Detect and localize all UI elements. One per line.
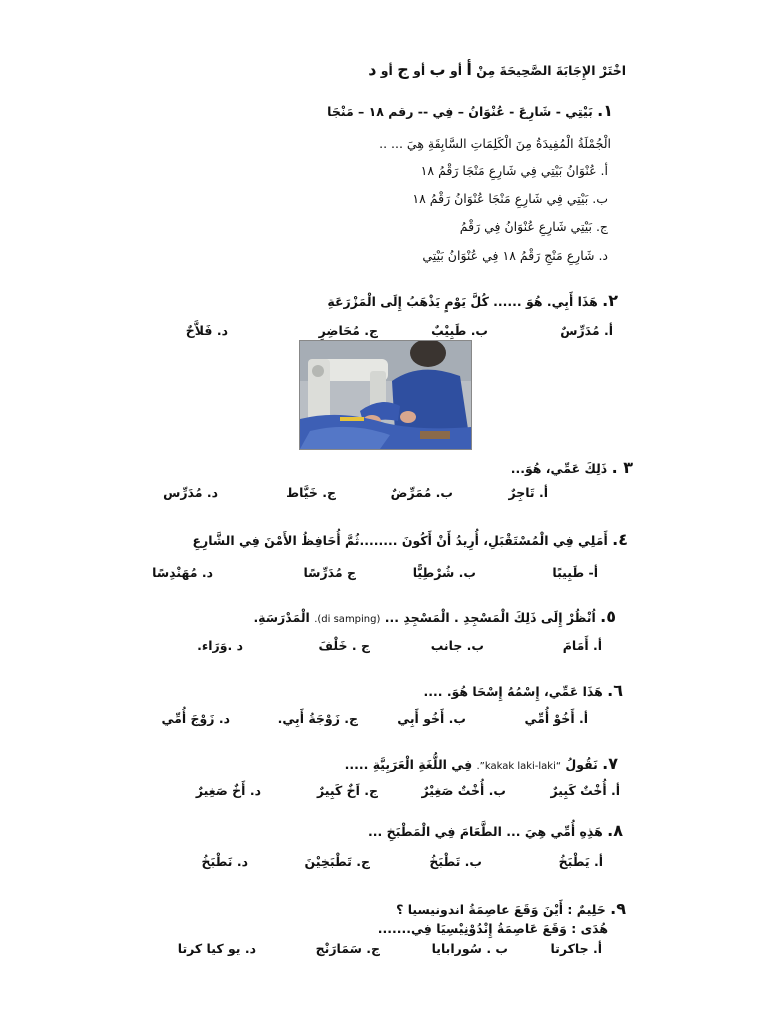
- q5-text-a: اُنْظُرْ إِلَى ذَلِكَ الْمَسْجِدِ . الْمَسْجِدِ ...: [384, 610, 596, 625]
- question-4: [193, 532, 629, 548]
- q6-text: هَذَا عَمِّي، إِسْمُهُ إِسْحَا هُوَ. ....: [423, 684, 603, 699]
- question-3: [511, 460, 633, 476]
- q2-number: ٢.: [602, 291, 618, 310]
- q6-option-c[interactable]: ج. زَوْجَةُ أَبِي.: [277, 711, 358, 726]
- q3-option-d[interactable]: د. مُدَرِّس: [163, 485, 218, 500]
- q3-text: ذَلِكَ عَمِّي، هُوَ...: [510, 461, 608, 476]
- q2-option-a[interactable]: أ. مُدَرِّسٌ: [560, 323, 613, 338]
- q8-option-b[interactable]: ب. تَطْبَخُ: [429, 854, 482, 869]
- q8-option-a[interactable]: أ. يَطْبَخُ: [558, 854, 603, 869]
- q3-number: ٣ .: [611, 458, 633, 477]
- q2-option-d[interactable]: د. فَلاَّحٌ: [185, 323, 228, 338]
- or-2: أو: [413, 63, 426, 78]
- q1-option-c[interactable]: ج. بَيْتِي شَارِعِ عُنْوَانُ فِي رَقْمُ: [459, 219, 608, 234]
- question-8: [368, 823, 623, 839]
- q6-option-d[interactable]: د. زَوْجَ أُمِّي: [161, 711, 230, 726]
- q4-option-c[interactable]: ج مُدَرِّسًا: [303, 565, 356, 580]
- q5-option-a[interactable]: أ. أَمَامَ: [562, 638, 602, 653]
- q9-option-d[interactable]: د. يو كيا كرتا: [177, 941, 256, 956]
- q9-number: ٩.: [610, 899, 626, 918]
- q5-option-c[interactable]: ج . خَلْفَ: [318, 638, 370, 653]
- tailor-sewing-photo: [299, 340, 472, 450]
- question-1: [327, 103, 613, 119]
- question-2: [327, 293, 618, 309]
- q4-text: أَمَلِي فِي الْمُسْتَقْبَلِ، أُرِيدُ أَنْ أَكُونَ ........ثُمَّ أُحَافِظُ الأَمْنَ فِي الشَّارِعِ: [192, 533, 608, 548]
- q7-option-b[interactable]: ب. أُخْتٌ صَغِيْرٌ: [421, 783, 506, 798]
- q7-number: ٧.: [602, 754, 618, 773]
- q7-option-c[interactable]: ج. اَخٌ كَبِيرٌ: [316, 783, 378, 798]
- q7-text-b: فِي اللُّغَةِ الْعَرَبِيَّةِ .....: [344, 757, 473, 772]
- q9-line1: حَلِيمٌ : أَيْنَ وَقَعَ عاصِمَةُ اندونيسيا ؟: [396, 902, 606, 917]
- instruction-text: اخْتَرْ الإِجَابَةَ الصَّحِيحَةَ مِنْ: [476, 63, 626, 78]
- q4-option-a[interactable]: أ- طَبِيبًا: [552, 565, 598, 580]
- q7-text-a: نَقُولُ: [565, 757, 598, 772]
- q5-text-b: الْمَدْرَسَةِ.: [253, 610, 310, 625]
- q6-option-b[interactable]: ب. أَخُو أَبِي: [397, 711, 466, 726]
- q9-option-c[interactable]: ج. سَمَارَنْج: [315, 941, 380, 956]
- q3-option-c[interactable]: ج. خَيَّاط: [286, 485, 336, 500]
- q5-option-d[interactable]: د .وَرَاء.: [197, 638, 243, 653]
- q5-hint: (di samping).: [314, 614, 381, 625]
- q8-option-c[interactable]: ج. تَطْبَخِيْنَ: [304, 854, 370, 869]
- q1-prompt: الْجُمْلَةُ الْمُفِيدَةُ مِنَ الْكَلِمَاتِ السَّابِقَةِ هِيَ ... ..: [379, 136, 611, 151]
- q8-number: ٨.: [607, 821, 623, 840]
- q9-option-b[interactable]: ب . سُورابايا: [431, 941, 508, 956]
- q7-option-a[interactable]: أ. أُخْتٌ كَبِيرٌ: [550, 783, 620, 798]
- q2-text: هَذَا أَبِي. هُوَ ...... كُلَّ يَوْمٍ يَذْهَبُ إِلَى الْمَزْرَعَةِ: [327, 294, 598, 309]
- q3-option-a[interactable]: أ. تَاجِرٌ: [508, 485, 548, 500]
- q7-option-d[interactable]: د. أَخٌ صَغِيرٌ: [195, 783, 261, 798]
- q9-option-a[interactable]: أ. جاكرتا: [550, 941, 602, 956]
- q8-text: هَذِهِ أُمِّي هِيَ ... الطَّعَامَ فِي الْمَطْبَخِ ...: [368, 824, 603, 839]
- q2-option-c[interactable]: ج. مُحَاضِرٍ: [318, 323, 378, 338]
- letter-dal: د: [368, 60, 377, 79]
- question-9: [396, 901, 626, 917]
- letter-ba: ب: [429, 60, 446, 79]
- q1-option-b[interactable]: ب. بَيْتِي فِي شَارِعِ مَنْجَا عُنْوَانُ رَقْمُ ١٨: [412, 191, 608, 206]
- question-7: [345, 756, 618, 772]
- q1-words: بَيْتِي - شَارِعَ - عُنْوَانُ – فِي -- رقم ١٨ – مَنْجَا: [327, 104, 593, 119]
- q2-option-b[interactable]: ب. طَبِيْبٌ: [431, 323, 488, 338]
- q6-number: ٦.: [607, 681, 623, 700]
- or-3: أو: [380, 63, 393, 78]
- q1-option-a[interactable]: أ. عُنْوَانُ بَيْتِي فِي شَارِعِ مَنْجَا رَقْمُ ١٨: [420, 163, 608, 178]
- q6-option-a[interactable]: أ. أَخُوْ أُمِّي: [524, 711, 588, 726]
- q9-line2: هُدَى : وَقَعَ عَاصِمَةُ إِنْدُوْنِيْسِيَا فِي.......: [377, 921, 608, 936]
- q5-number: ٥.: [600, 607, 616, 626]
- question-6: [423, 683, 623, 699]
- q7-hint: “kakak laki-laki”.: [476, 761, 562, 772]
- q8-option-d[interactable]: د. نَطْبَخُ: [201, 854, 248, 869]
- q1-option-d[interactable]: د. شَارِعِ مَنْجِ رَقْمُ ١٨ فِي عُنْوَانُ بَيْتِي: [422, 248, 608, 263]
- q3-option-b[interactable]: ب. مُمَرِّضٌ: [390, 485, 453, 500]
- letter-jim: ج: [397, 60, 409, 79]
- q5-option-b[interactable]: ب. جانب: [430, 638, 484, 653]
- q1-number: ١.: [597, 101, 613, 120]
- q4-number: ٤.: [612, 530, 628, 549]
- letter-alif: أ: [466, 60, 472, 79]
- q4-option-b[interactable]: ب. شُرْطِيًّا: [412, 565, 476, 580]
- question-5: [253, 609, 616, 625]
- instruction-line: [368, 62, 626, 78]
- q4-option-d[interactable]: د. مُهَنْدِسًا: [152, 565, 213, 580]
- or-1: أو: [449, 63, 463, 78]
